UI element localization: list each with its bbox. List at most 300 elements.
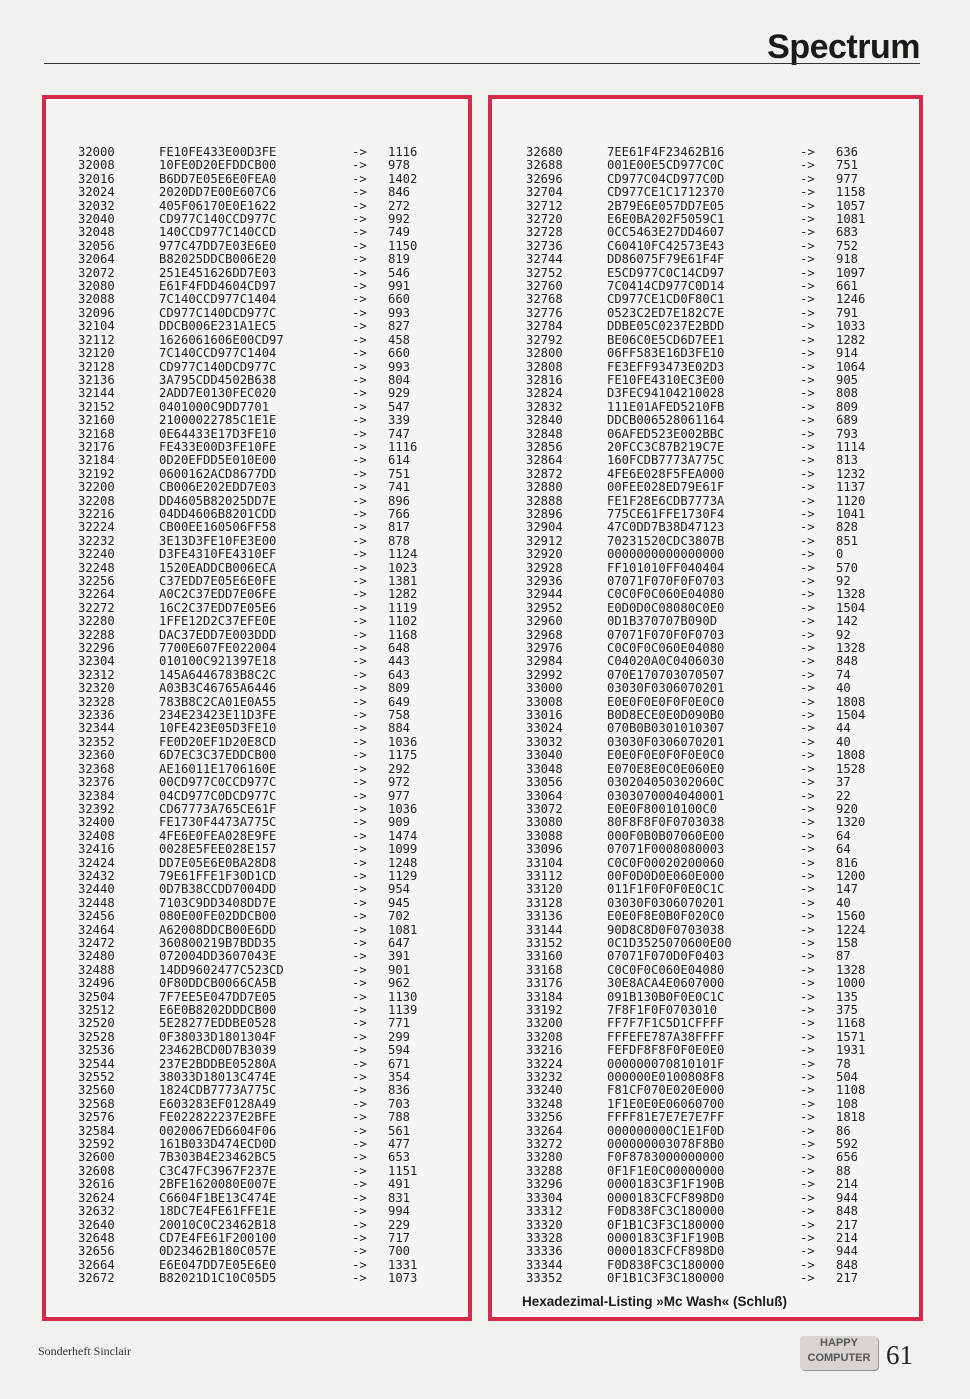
row-arrow: ->	[800, 198, 815, 213]
row-arrow: ->	[800, 346, 815, 361]
row-hex-data: 80F8F8F0F0703038	[607, 815, 725, 830]
row-checksum: 147	[836, 882, 859, 897]
row-address: 32592	[78, 1137, 115, 1152]
listing-row	[492, 1084, 919, 1097]
row-arrow: ->	[800, 466, 815, 481]
row-arrow: ->	[800, 265, 815, 280]
row-checksum: 1808	[836, 694, 866, 709]
row-hex-data: DDCB006E231A1EC5	[159, 319, 277, 334]
row-arrow: ->	[800, 1056, 815, 1071]
listing-row	[492, 1151, 919, 1164]
row-checksum: 1282	[388, 587, 418, 602]
row-address: 32064	[78, 252, 115, 267]
row-checksum: 689	[836, 413, 859, 428]
row-checksum: 1504	[836, 708, 866, 723]
row-checksum: 108	[836, 1096, 859, 1111]
row-arrow: ->	[800, 627, 815, 642]
row-hex-data: FE1F28E6CDB7773A	[607, 493, 725, 508]
row-arrow: ->	[352, 145, 367, 159]
row-arrow: ->	[800, 868, 815, 883]
listing-row	[46, 1125, 468, 1138]
row-hex-data: E61F4FDD4604CD97	[159, 279, 277, 294]
row-hex-data: DD7E05E6E0BA28D8	[159, 855, 277, 870]
listing-row	[492, 615, 919, 628]
row-hex-data: 2ADD7E0130FEC020	[159, 386, 277, 401]
row-checksum: 1328	[836, 962, 866, 977]
row-arrow: ->	[800, 238, 815, 253]
listing-row	[492, 790, 919, 803]
row-hex-data: 0F38033D1801304F	[159, 1029, 277, 1044]
row-checksum: 217	[836, 1271, 859, 1286]
row-checksum: 158	[836, 935, 859, 950]
row-arrow: ->	[352, 1217, 367, 1232]
listing-row	[46, 267, 468, 280]
listing-row	[492, 883, 919, 896]
row-address: 32248	[78, 560, 115, 575]
listing-row	[492, 1192, 919, 1205]
row-address: 32280	[78, 614, 115, 629]
row-hex-data: 06AFED523E002BBC	[607, 426, 725, 441]
listing-row	[492, 361, 919, 374]
listing-row	[492, 173, 919, 186]
row-hex-data: 70231520CDC3807B	[607, 533, 725, 548]
row-checksum: 229	[388, 1217, 411, 1232]
row-arrow: ->	[800, 225, 815, 240]
row-hex-data: F81CF070E020E000	[607, 1083, 725, 1098]
row-hex-data: 0F1F1E0C00000000	[607, 1163, 725, 1178]
row-hex-data: 360800219B7BDD35	[159, 935, 277, 950]
listing-row	[492, 1058, 919, 1071]
row-checksum: 766	[388, 506, 411, 521]
row-arrow: ->	[800, 734, 815, 749]
row-checksum: 491	[388, 1177, 411, 1192]
row-hex-data: FE10FE433E00D3FE	[159, 145, 277, 159]
row-checksum: 1081	[836, 212, 866, 227]
row-arrow: ->	[800, 399, 815, 414]
row-address: 32752	[526, 265, 563, 280]
row-arrow: ->	[352, 614, 367, 629]
row-address: 32344	[78, 721, 115, 736]
row-arrow: ->	[352, 466, 367, 481]
listing-row	[492, 575, 919, 588]
row-arrow: ->	[800, 600, 815, 615]
row-arrow: ->	[352, 1271, 367, 1286]
row-address: 33288	[526, 1163, 563, 1178]
row-checksum: 1064	[836, 359, 866, 374]
row-address: 33088	[526, 828, 563, 843]
row-checksum: 1246	[836, 292, 866, 307]
row-arrow: ->	[352, 1150, 367, 1165]
row-checksum: 1099	[388, 842, 418, 857]
row-address: 32528	[78, 1029, 115, 1044]
row-checksum: 836	[388, 1083, 411, 1098]
row-address: 32016	[78, 171, 115, 186]
row-hex-data: C0C0F00020200060	[607, 855, 725, 870]
listing-row	[46, 870, 468, 883]
header-rule	[44, 63, 920, 64]
row-hex-data: 00FEE028ED79E61F	[607, 480, 725, 495]
row-checksum: 1282	[836, 332, 866, 347]
row-arrow: ->	[352, 748, 367, 763]
listing-row	[46, 307, 468, 320]
row-checksum: 831	[388, 1190, 411, 1205]
row-arrow: ->	[352, 694, 367, 709]
row-address: 32736	[526, 238, 563, 253]
row-address: 32632	[78, 1204, 115, 1219]
listing-row	[46, 334, 468, 347]
listing-row	[46, 655, 468, 668]
row-arrow: ->	[352, 439, 367, 454]
row-address: 32352	[78, 734, 115, 749]
listing-row	[46, 642, 468, 655]
listing-row	[492, 1111, 919, 1124]
listing-row	[46, 722, 468, 735]
row-address: 33168	[526, 962, 563, 977]
row-arrow: ->	[800, 439, 815, 454]
row-arrow: ->	[352, 882, 367, 897]
row-hex-data: 3A795CDD4502B638	[159, 372, 277, 387]
listing-row	[492, 307, 919, 320]
row-checksum: 1232	[836, 466, 866, 481]
listing-row	[492, 401, 919, 414]
row-arrow: ->	[800, 212, 815, 227]
row-arrow: ->	[800, 949, 815, 964]
row-hex-data: 07071F070D0F0403	[607, 949, 725, 964]
row-checksum: 1560	[836, 909, 866, 924]
listing-row	[46, 991, 468, 1004]
row-checksum: 1041	[836, 506, 866, 521]
row-arrow: ->	[800, 855, 815, 870]
row-hex-data: E6E0B8202DDDCB00	[159, 1003, 277, 1017]
listing-row	[492, 562, 919, 575]
listing-row	[46, 575, 468, 588]
row-checksum: 804	[388, 372, 411, 387]
row-address: 32960	[526, 614, 563, 629]
row-hex-data: 977C47DD7E03E6E0	[159, 238, 277, 253]
row-hex-data: F0D838FC3C180000	[607, 1204, 725, 1219]
row-arrow: ->	[352, 413, 367, 428]
row-address: 32392	[78, 801, 115, 816]
row-checksum: 44	[836, 721, 851, 736]
row-address: 32408	[78, 828, 115, 843]
row-arrow: ->	[800, 1271, 815, 1286]
row-arrow: ->	[352, 962, 367, 977]
listing-row	[46, 401, 468, 414]
row-address: 32136	[78, 372, 115, 387]
row-checksum: 993	[388, 305, 411, 320]
row-address: 32712	[526, 198, 563, 213]
row-arrow: ->	[352, 909, 367, 924]
row-address: 33032	[526, 734, 563, 749]
listing-row	[492, 1044, 919, 1057]
listing-row	[492, 722, 919, 735]
listing-row	[492, 213, 919, 226]
listing-row	[492, 468, 919, 481]
row-checksum: 592	[836, 1137, 859, 1152]
row-checksum: 944	[836, 1244, 859, 1259]
row-address: 32864	[526, 453, 563, 468]
row-hex-data: CD977C140CCD977C	[159, 212, 277, 227]
row-arrow: ->	[800, 1003, 815, 1017]
row-arrow: ->	[352, 346, 367, 361]
row-arrow: ->	[352, 801, 367, 816]
row-arrow: ->	[352, 265, 367, 280]
row-address: 32288	[78, 627, 115, 642]
row-hex-data: FE10FE4310EC3E00	[607, 372, 725, 387]
listing-row	[46, 1272, 468, 1285]
row-checksum: 217	[836, 1217, 859, 1232]
listing-row	[46, 615, 468, 628]
row-checksum: 391	[388, 949, 411, 964]
listing-row	[46, 1044, 468, 1057]
row-address: 33304	[526, 1190, 563, 1205]
row-hex-data: DD86075F79E61F4F	[607, 252, 725, 267]
row-hex-data: D3FEC94104210028	[607, 386, 725, 401]
listing-row	[46, 535, 468, 548]
row-hex-data: 90D8C8D0F0703038	[607, 922, 725, 937]
row-hex-data: CD977C04CD977C0D	[607, 171, 725, 186]
row-address: 32496	[78, 976, 115, 991]
row-hex-data: FF101010FF040404	[607, 560, 725, 575]
row-arrow: ->	[352, 1230, 367, 1245]
listing-row	[46, 830, 468, 843]
row-checksum: 751	[388, 466, 411, 481]
row-hex-data: 7103C9DD3408DD7E	[159, 895, 277, 910]
row-address: 32296	[78, 641, 115, 656]
row-checksum: 1116	[388, 145, 418, 159]
row-arrow: ->	[800, 1217, 815, 1232]
row-arrow: ->	[352, 667, 367, 682]
row-hex-data: C60410FC42573E43	[607, 238, 725, 253]
row-checksum: 40	[836, 895, 851, 910]
row-arrow: ->	[352, 305, 367, 320]
row-address: 32504	[78, 989, 115, 1004]
row-checksum: 1000	[836, 976, 866, 991]
row-hex-data: 14DD9602477C523CD	[159, 962, 284, 977]
row-arrow: ->	[800, 480, 815, 495]
row-address: 32648	[78, 1230, 115, 1245]
row-arrow: ->	[352, 734, 367, 749]
row-checksum: 37	[836, 775, 851, 790]
row-address: 32472	[78, 935, 115, 950]
listing-row	[492, 454, 919, 467]
listing-row	[46, 454, 468, 467]
row-arrow: ->	[800, 158, 815, 173]
row-hex-data: 0600162ACD8677DD	[159, 466, 277, 481]
row-arrow: ->	[800, 1083, 815, 1098]
row-address: 32608	[78, 1163, 115, 1178]
row-arrow: ->	[352, 627, 367, 642]
row-hex-data: E070E8E0C0E060E0	[607, 761, 725, 776]
row-hex-data: F0F8783000000000	[607, 1150, 725, 1165]
row-hex-data: F0D838FC3C180000	[607, 1257, 725, 1272]
row-arrow: ->	[800, 761, 815, 776]
row-address: 33208	[526, 1029, 563, 1044]
row-address: 33128	[526, 895, 563, 910]
row-address: 33080	[526, 815, 563, 830]
row-hex-data: 18DC7E4FE61FFE1E	[159, 1204, 277, 1219]
row-arrow: ->	[800, 748, 815, 763]
listing-row	[46, 950, 468, 963]
row-hex-data: 03030F0306070201	[607, 734, 725, 749]
row-arrow: ->	[352, 1096, 367, 1111]
row-address: 33256	[526, 1110, 563, 1125]
row-address: 32264	[78, 587, 115, 602]
row-address: 32144	[78, 386, 115, 401]
listing-row	[492, 1205, 919, 1218]
row-hex-data: C0C0F0C060E04080	[607, 962, 725, 977]
row-arrow: ->	[352, 1123, 367, 1138]
listing-row	[492, 629, 919, 642]
row-checksum: 1474	[388, 828, 418, 843]
row-arrow: ->	[800, 319, 815, 334]
row-hex-data: B0D8ECE0E0D090B0	[607, 708, 725, 723]
row-arrow: ->	[352, 868, 367, 883]
listing-row	[46, 159, 468, 172]
row-address: 33192	[526, 1003, 563, 1017]
listing-left	[46, 146, 468, 1286]
row-checksum: 1102	[388, 614, 418, 629]
row-checksum: 1381	[388, 574, 418, 588]
row-checksum: 40	[836, 681, 851, 696]
listing-row	[492, 937, 919, 950]
row-address: 32104	[78, 319, 115, 334]
row-hex-data: 06FF583E16D3FE10	[607, 346, 725, 361]
listing-row	[492, 334, 919, 347]
row-address: 32728	[526, 225, 563, 240]
page-number: 61	[886, 1340, 913, 1370]
listing-row	[492, 293, 919, 306]
row-arrow: ->	[352, 1137, 367, 1152]
row-checksum: 649	[388, 694, 411, 709]
row-checksum: 813	[836, 453, 859, 468]
row-address: 33200	[526, 1016, 563, 1031]
row-hex-data: 0D1B370707B090D	[607, 614, 718, 629]
row-hex-data: 0020067ED6604F06	[159, 1123, 277, 1138]
row-checksum: 846	[388, 185, 411, 200]
row-arrow: ->	[352, 212, 367, 227]
row-arrow: ->	[800, 1150, 815, 1165]
row-address: 32696	[526, 171, 563, 186]
row-hex-data: 07071F0008080003	[607, 842, 725, 857]
listing-row	[46, 441, 468, 454]
row-address: 32744	[526, 252, 563, 267]
row-address: 32776	[526, 305, 563, 320]
row-arrow: ->	[352, 359, 367, 374]
listing-row	[492, 186, 919, 199]
row-address: 33312	[526, 1204, 563, 1219]
row-hex-data: C37EDD7E05E6E0FE	[159, 574, 277, 588]
row-checksum: 1158	[836, 185, 866, 200]
row-address: 32032	[78, 198, 115, 213]
row-hex-data: 03030F0306070201	[607, 895, 725, 910]
row-checksum: 884	[388, 721, 411, 736]
row-arrow: ->	[800, 372, 815, 387]
row-address: 32656	[78, 1244, 115, 1259]
listing-row	[46, 803, 468, 816]
row-checksum: 945	[388, 895, 411, 910]
row-hex-data: B82021D1C10C05D5	[159, 1271, 277, 1286]
row-address: 32096	[78, 305, 115, 320]
row-hex-data: B6DD7E05E6E0FEA0	[159, 171, 277, 186]
row-checksum: 64	[836, 842, 851, 857]
row-hex-data: E0E0F8E0B0F020C0	[607, 909, 725, 924]
row-arrow: ->	[800, 587, 815, 602]
row-hex-data: B82025DDCB006E20	[159, 252, 277, 267]
listing-row	[46, 682, 468, 695]
row-checksum: 747	[388, 426, 411, 441]
row-arrow: ->	[800, 279, 815, 294]
row-address: 32840	[526, 413, 563, 428]
row-checksum: 92	[836, 574, 851, 588]
row-checksum: 920	[836, 801, 859, 816]
row-arrow: ->	[800, 453, 815, 468]
row-address: 32256	[78, 574, 115, 588]
listing-row	[46, 924, 468, 937]
row-address: 32488	[78, 962, 115, 977]
listing-row	[46, 816, 468, 829]
row-arrow: ->	[352, 788, 367, 803]
row-arrow: ->	[800, 506, 815, 521]
row-address: 32784	[526, 319, 563, 334]
row-hex-data: 7B303B4E23462BC5	[159, 1150, 277, 1165]
row-address: 32184	[78, 453, 115, 468]
row-hex-data: 0000183C3F1F190B	[607, 1230, 725, 1245]
row-hex-data: 04CD977C0DCD977C	[159, 788, 277, 803]
row-checksum: 1328	[836, 641, 866, 656]
row-checksum: 741	[388, 480, 411, 495]
row-arrow: ->	[800, 520, 815, 535]
listing-row	[492, 347, 919, 360]
row-checksum: 1073	[388, 1271, 418, 1286]
listing-row	[492, 495, 919, 508]
row-address: 32424	[78, 855, 115, 870]
row-hex-data: 775CE61FFE1730F4	[607, 506, 725, 521]
row-address: 32376	[78, 775, 115, 790]
row-hex-data: 0F80DDCB0066CA5B	[159, 976, 277, 991]
row-arrow: ->	[352, 1244, 367, 1259]
row-address: 32640	[78, 1217, 115, 1232]
listing-row	[46, 521, 468, 534]
row-address: 32616	[78, 1177, 115, 1192]
row-arrow: ->	[352, 1177, 367, 1192]
row-checksum: 1023	[388, 560, 418, 575]
row-arrow: ->	[800, 989, 815, 1004]
row-address: 33160	[526, 949, 563, 964]
row-checksum: 443	[388, 654, 411, 669]
row-checksum: 817	[388, 520, 411, 535]
row-address: 32672	[78, 1271, 115, 1286]
row-hex-data: 21000022785C1E1E	[159, 413, 277, 428]
listing-row	[492, 1245, 919, 1258]
row-hex-data: 00CD977C0CCD977C	[159, 775, 277, 790]
row-hex-data: 405F06170E0E1622	[159, 198, 277, 213]
row-hex-data: 16C2C37EDD7E05E6	[159, 600, 277, 615]
row-address: 32232	[78, 533, 115, 548]
listing-row	[46, 1205, 468, 1218]
listing-row	[46, 240, 468, 253]
row-arrow: ->	[800, 1257, 815, 1272]
row-address: 32000	[78, 145, 115, 159]
row-arrow: ->	[800, 413, 815, 428]
row-checksum: 299	[388, 1029, 411, 1044]
row-address: 33240	[526, 1083, 563, 1098]
row-hex-data: DDCB006528061164	[607, 413, 725, 428]
row-checksum: 1168	[388, 627, 418, 642]
listing-row	[492, 843, 919, 856]
listing-row	[492, 897, 919, 910]
logo-line-2: COMPUTER	[807, 1352, 871, 1364]
